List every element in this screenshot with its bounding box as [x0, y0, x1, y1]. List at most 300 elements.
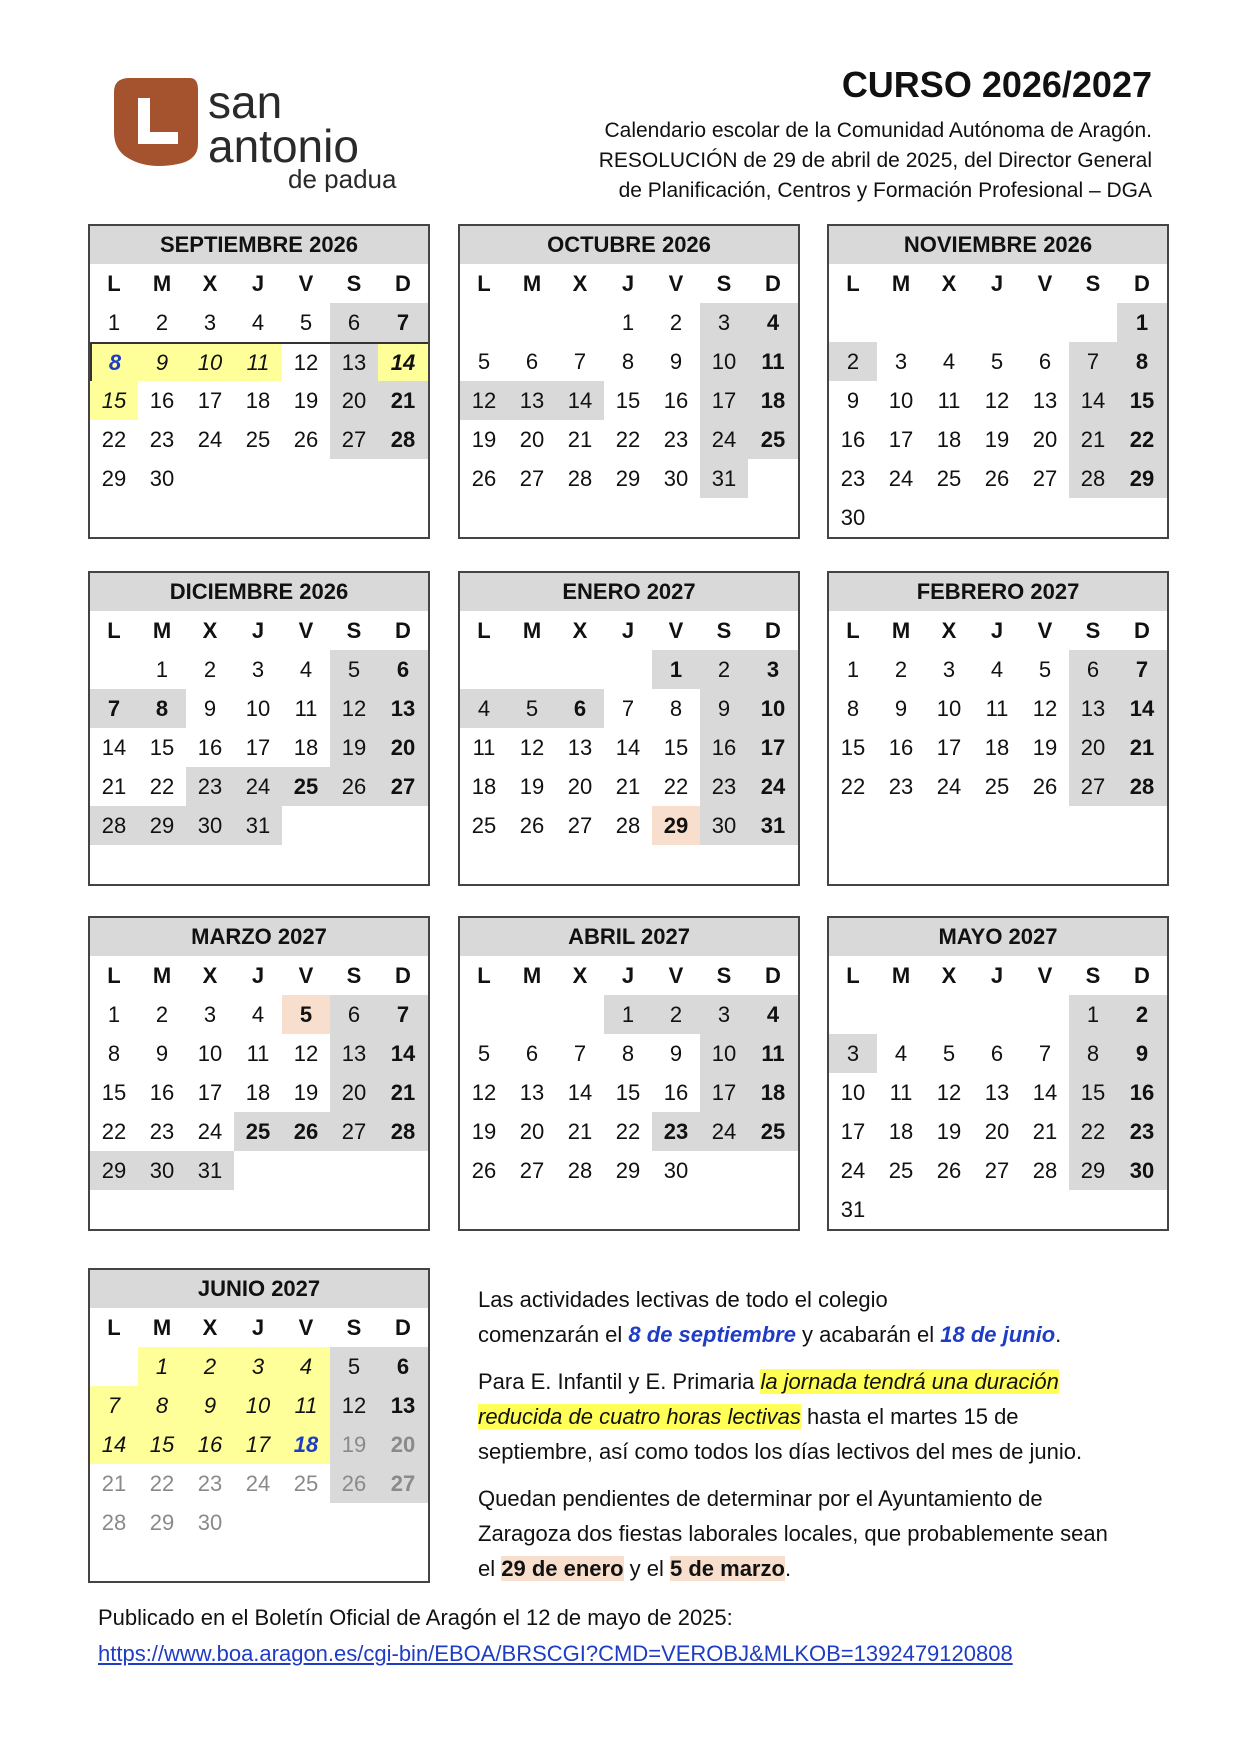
- empty-cell: [556, 845, 604, 884]
- day-cell: 31: [840, 1196, 866, 1222]
- day-cell: 28: [378, 420, 428, 459]
- weekday-header: L: [107, 617, 121, 643]
- day-cell: 10: [197, 1040, 223, 1066]
- day-cell: 28: [1069, 459, 1117, 498]
- day-cell: 3: [203, 1001, 217, 1027]
- empty-cell: [925, 845, 973, 884]
- day-cell: 23: [197, 1470, 223, 1496]
- month-calendar: [88, 916, 430, 1231]
- weekday-header: J: [251, 1314, 265, 1340]
- day-cell: 4: [251, 309, 265, 335]
- day-cell: 3: [942, 656, 956, 682]
- day-cell: 17: [245, 734, 271, 760]
- day-cell: 11: [889, 1079, 913, 1105]
- day-cell: 9: [186, 1386, 234, 1425]
- empty-cell: [829, 303, 877, 342]
- day-cell: 13: [330, 1034, 378, 1073]
- day-cell: 25: [888, 1157, 914, 1183]
- day-cell: 5: [299, 309, 313, 335]
- empty-cell: [234, 498, 282, 537]
- weekday-header: L: [477, 962, 491, 988]
- note-local-holidays: [478, 1481, 1158, 1586]
- day-cell: 29: [1069, 1151, 1117, 1190]
- month-title: OCTUBRE 2026: [460, 226, 798, 264]
- day-cell: 4: [894, 1040, 908, 1066]
- weekday-header: V: [668, 962, 684, 988]
- weekday-header: D: [1134, 270, 1150, 296]
- weekday-header: J: [621, 617, 635, 643]
- empty-cell: [138, 845, 186, 884]
- day-cell: 23: [186, 767, 234, 806]
- day-cell: 11: [937, 387, 961, 413]
- note-text: Las actividades lectivas de todo el colegio: [478, 1287, 888, 1312]
- empty-cell: [90, 845, 138, 884]
- day-cell: 20: [378, 728, 428, 767]
- day-cell: 22: [1117, 420, 1167, 459]
- day-cell: 11: [294, 695, 318, 721]
- day-cell: 27: [378, 767, 428, 806]
- day-cell: 3: [234, 1347, 282, 1386]
- day-cell: 15: [149, 734, 175, 760]
- day-cell: 4: [748, 995, 798, 1034]
- day-cell: 15: [840, 734, 866, 760]
- empty-cell: [1069, 1190, 1117, 1229]
- weekday-header: D: [395, 617, 411, 643]
- month-title: NOVIEMBRE 2026: [829, 226, 1167, 264]
- day-cell: 3: [700, 995, 748, 1034]
- day-cell: 6: [1069, 650, 1117, 689]
- day-cell: 21: [567, 1118, 593, 1144]
- day-cell: 8: [90, 342, 138, 381]
- day-cell: 22: [149, 773, 175, 799]
- empty-cell: [1117, 806, 1167, 845]
- day-cell: 27: [1032, 465, 1058, 491]
- weekday-header: L: [846, 617, 860, 643]
- day-cell: 22: [101, 1118, 127, 1144]
- weekday-header: X: [572, 962, 588, 988]
- empty-cell: [186, 459, 234, 498]
- day-cell: 21: [615, 773, 641, 799]
- empty-cell: [604, 650, 652, 689]
- day-cell: 24: [197, 426, 223, 452]
- day-cell: 4: [990, 656, 1004, 682]
- empty-cell: [508, 1190, 556, 1229]
- day-cell: 26: [471, 1157, 497, 1183]
- day-cell: 21: [1032, 1118, 1058, 1144]
- day-cell: 22: [615, 426, 641, 452]
- day-cell: 23: [663, 426, 689, 452]
- day-cell: 27: [330, 1112, 378, 1151]
- day-cell: 5: [508, 689, 556, 728]
- weekday-header: S: [1085, 617, 1101, 643]
- subtitle-line: Calendario escolar de la Comunidad Autónoma de Aragón.: [604, 119, 1152, 142]
- day-cell: 3: [894, 348, 908, 374]
- day-cell: 28: [378, 1112, 428, 1151]
- local-holiday-date: 29 de enero: [501, 1556, 624, 1581]
- day-cell: 2: [894, 656, 908, 682]
- empty-cell: [973, 806, 1021, 845]
- day-cell: 5: [477, 348, 491, 374]
- day-cell: 10: [700, 1034, 748, 1073]
- day-cell: 25: [936, 465, 962, 491]
- empty-cell: [877, 498, 925, 537]
- weekday-header: L: [107, 270, 121, 296]
- day-cell: 31: [700, 459, 748, 498]
- highlight-text: reducida de cuatro horas lectivas: [478, 1404, 801, 1429]
- empty-cell: [508, 498, 556, 537]
- day-cell: 28: [101, 1509, 127, 1535]
- empty-cell: [925, 806, 973, 845]
- day-cell: 9: [669, 1040, 683, 1066]
- weekday-header: X: [202, 962, 218, 988]
- weekday-header: M: [152, 1314, 172, 1340]
- day-cell: 2: [1117, 995, 1167, 1034]
- empty-cell: [330, 1542, 378, 1581]
- day-cell: 27: [1069, 767, 1117, 806]
- day-cell: 1: [155, 656, 169, 682]
- day-cell: 18: [748, 1073, 798, 1112]
- weekday-header: D: [765, 617, 781, 643]
- empty-cell: [508, 995, 556, 1034]
- note-text: y el: [623, 1556, 670, 1581]
- empty-cell: [508, 303, 556, 342]
- empty-cell: [877, 303, 925, 342]
- weekday-header: L: [846, 270, 860, 296]
- month-title: ABRIL 2027: [460, 918, 798, 956]
- day-cell: 18: [748, 381, 798, 420]
- start-date: 8 de septiembre: [628, 1322, 796, 1347]
- note-reduced-schedule: [478, 1364, 1158, 1469]
- day-cell: 11: [282, 1386, 330, 1425]
- day-cell: 30: [149, 465, 175, 491]
- day-cell: 23: [700, 767, 748, 806]
- day-cell: 7: [1069, 342, 1117, 381]
- weekday-header: D: [395, 962, 411, 988]
- weekday-header: L: [107, 962, 121, 988]
- month-title: SEPTIEMBRE 2026: [90, 226, 428, 264]
- weekday-header: V: [1037, 962, 1053, 988]
- day-cell: 8: [1117, 342, 1167, 381]
- day-cell: 5: [942, 1040, 956, 1066]
- empty-cell: [748, 459, 798, 498]
- day-cell: 25: [293, 1470, 319, 1496]
- day-cell: 24: [888, 465, 914, 491]
- weekday-header: D: [765, 962, 781, 988]
- day-cell: 19: [293, 1079, 319, 1105]
- day-cell: 13: [984, 1079, 1010, 1105]
- footer-text: Publicado en el Boletín Oficial de Aragón el 12 de mayo de 2025:: [98, 1605, 733, 1630]
- note-text: .: [784, 1556, 792, 1581]
- day-cell: 14: [1032, 1079, 1058, 1105]
- boa-link[interactable]: https://www.boa.aragon.es/cgi-bin/EBOA/BRSCGI?CMD=VEROBJ&MLKOB=1392479120808: [98, 1641, 1013, 1666]
- day-cell: 2: [669, 309, 683, 335]
- day-cell: 15: [663, 734, 689, 760]
- weekday-header: X: [941, 962, 957, 988]
- notes-section: [478, 1282, 1158, 1598]
- day-cell: 30: [700, 806, 748, 845]
- weekday-header: V: [1037, 617, 1053, 643]
- weekday-header: D: [765, 270, 781, 296]
- day-cell: 8: [846, 695, 860, 721]
- logo-line3: de padua: [288, 164, 397, 192]
- weekday-header: S: [346, 1314, 362, 1340]
- day-cell: 13: [378, 689, 428, 728]
- month-calendar: [827, 571, 1169, 886]
- weekday-header: D: [1134, 617, 1150, 643]
- empty-cell: [330, 1190, 378, 1229]
- weekday-header: J: [990, 962, 1004, 988]
- day-cell: 14: [101, 734, 127, 760]
- day-cell: 6: [525, 1040, 539, 1066]
- empty-cell: [556, 303, 604, 342]
- day-cell: 2: [155, 1001, 169, 1027]
- day-cell: 21: [567, 426, 593, 452]
- empty-cell: [829, 845, 877, 884]
- empty-cell: [508, 650, 556, 689]
- weekday-header: S: [346, 962, 362, 988]
- empty-cell: [877, 995, 925, 1034]
- day-cell: 1: [107, 309, 121, 335]
- day-cell: 19: [471, 426, 497, 452]
- day-cell: 15: [615, 1079, 641, 1105]
- weekday-header: X: [941, 617, 957, 643]
- day-cell: 30: [138, 1151, 186, 1190]
- day-cell: 17: [700, 381, 748, 420]
- day-cell: 14: [1117, 689, 1167, 728]
- day-cell: 29: [1117, 459, 1167, 498]
- day-cell: 8: [621, 348, 635, 374]
- empty-cell: [1117, 498, 1167, 537]
- school-logo: [108, 72, 438, 192]
- day-cell: 23: [840, 465, 866, 491]
- empty-cell: [378, 845, 428, 884]
- day-cell: 28: [1117, 767, 1167, 806]
- empty-cell: [460, 650, 508, 689]
- day-cell: 6: [330, 303, 378, 342]
- day-cell: 28: [1032, 1157, 1058, 1183]
- empty-cell: [1117, 845, 1167, 884]
- empty-cell: [973, 995, 1021, 1034]
- day-cell: 26: [330, 1464, 378, 1503]
- day-cell: 4: [282, 1347, 330, 1386]
- empty-cell: [925, 498, 973, 537]
- day-cell: 19: [1032, 734, 1058, 760]
- note-text: septiembre, así como todos los días lectivos del mes de junio.: [478, 1439, 1083, 1464]
- note-text: hasta el martes 15 de: [800, 1404, 1019, 1429]
- empty-cell: [1021, 806, 1069, 845]
- day-cell: 19: [519, 773, 545, 799]
- weekday-header: L: [107, 1314, 121, 1340]
- empty-cell: [460, 845, 508, 884]
- empty-cell: [604, 1190, 652, 1229]
- day-cell: 11: [246, 1040, 270, 1066]
- day-cell: 7: [90, 689, 138, 728]
- weekday-header: J: [251, 617, 265, 643]
- empty-cell: [234, 1190, 282, 1229]
- day-cell: 28: [615, 812, 641, 838]
- empty-cell: [282, 1503, 330, 1542]
- day-cell: 8: [107, 1040, 121, 1066]
- day-cell: 24: [936, 773, 962, 799]
- weekday-header: L: [477, 617, 491, 643]
- day-cell: 4: [460, 689, 508, 728]
- weekday-header: V: [668, 617, 684, 643]
- empty-cell: [877, 806, 925, 845]
- day-cell: 21: [1069, 420, 1117, 459]
- empty-cell: [330, 1151, 378, 1190]
- day-cell: 16: [149, 1079, 175, 1105]
- empty-cell: [604, 845, 652, 884]
- day-cell: 26: [282, 1112, 330, 1151]
- empty-cell: [829, 995, 877, 1034]
- day-cell: 10: [245, 695, 271, 721]
- day-cell: 23: [652, 1112, 700, 1151]
- month-title: DICIEMBRE 2026: [90, 573, 428, 611]
- highlight-text: la jornada tendrá una duración: [760, 1369, 1059, 1394]
- day-cell: 6: [525, 348, 539, 374]
- empty-cell: [556, 995, 604, 1034]
- day-cell: 19: [471, 1118, 497, 1144]
- weekday-header: V: [298, 962, 314, 988]
- day-cell: 9: [700, 689, 748, 728]
- day-cell: 24: [840, 1157, 866, 1183]
- day-cell: 31: [748, 806, 798, 845]
- empty-cell: [90, 1347, 138, 1386]
- day-cell: 8: [621, 1040, 635, 1066]
- day-cell: 9: [138, 342, 186, 381]
- day-cell: 12: [460, 381, 508, 420]
- empty-cell: [925, 303, 973, 342]
- empty-cell: [460, 1190, 508, 1229]
- day-cell: 13: [378, 1386, 428, 1425]
- empty-cell: [330, 806, 378, 845]
- weekday-header: V: [298, 1314, 314, 1340]
- day-cell: 6: [1038, 348, 1052, 374]
- day-cell: 14: [556, 381, 604, 420]
- empty-cell: [973, 303, 1021, 342]
- day-cell: 24: [234, 767, 282, 806]
- empty-cell: [186, 845, 234, 884]
- day-cell: 21: [378, 381, 428, 420]
- empty-cell: [460, 498, 508, 537]
- day-cell: 11: [748, 1034, 798, 1073]
- day-cell: 1: [138, 1347, 186, 1386]
- empty-cell: [1069, 303, 1117, 342]
- day-cell: 22: [101, 426, 127, 452]
- empty-cell: [1021, 1190, 1069, 1229]
- note-text: y acabarán el: [795, 1322, 941, 1347]
- day-cell: 28: [90, 806, 138, 845]
- day-cell: 17: [888, 426, 914, 452]
- day-cell: 30: [186, 806, 234, 845]
- day-cell: 18: [936, 426, 962, 452]
- day-cell: 29: [149, 1509, 175, 1535]
- empty-cell: [877, 845, 925, 884]
- day-cell: 7: [378, 303, 428, 342]
- weekday-header: J: [251, 270, 265, 296]
- day-cell: 7: [573, 348, 587, 374]
- empty-cell: [829, 806, 877, 845]
- month-title: ENERO 2027: [460, 573, 798, 611]
- empty-cell: [330, 845, 378, 884]
- day-cell: 27: [567, 812, 593, 838]
- empty-cell: [1021, 995, 1069, 1034]
- day-cell: 6: [378, 650, 428, 689]
- day-cell: 5: [990, 348, 1004, 374]
- weekday-header: D: [1134, 962, 1150, 988]
- weekday-header: X: [572, 617, 588, 643]
- day-cell: 29: [615, 1157, 641, 1183]
- local-holiday-date: 5 de marzo: [670, 1556, 785, 1581]
- empty-cell: [378, 1503, 428, 1542]
- empty-cell: [378, 1190, 428, 1229]
- empty-cell: [700, 498, 748, 537]
- day-cell: 16: [149, 387, 175, 413]
- day-cell: 1: [846, 656, 860, 682]
- day-cell: 5: [330, 1347, 378, 1386]
- day-cell: 3: [700, 303, 748, 342]
- day-cell: 17: [197, 387, 223, 413]
- day-cell: 23: [888, 773, 914, 799]
- day-cell: 17: [936, 734, 962, 760]
- day-cell: 26: [293, 426, 319, 452]
- day-cell: 5: [282, 995, 330, 1034]
- empty-cell: [652, 498, 700, 537]
- note-dates: [478, 1282, 1158, 1352]
- day-cell: 14: [378, 1034, 428, 1073]
- day-cell: 13: [567, 734, 593, 760]
- day-cell: 15: [1117, 381, 1167, 420]
- day-cell: 26: [330, 767, 378, 806]
- month-title: FEBRERO 2027: [829, 573, 1167, 611]
- day-cell: 12: [471, 1079, 497, 1105]
- weekday-header: S: [1085, 270, 1101, 296]
- day-cell: 13: [330, 342, 378, 381]
- day-cell: 26: [936, 1157, 962, 1183]
- day-cell: 29: [90, 1151, 138, 1190]
- weekday-header: J: [251, 962, 265, 988]
- day-cell: 15: [1069, 1073, 1117, 1112]
- day-cell: 25: [748, 420, 798, 459]
- day-cell: 6: [330, 995, 378, 1034]
- day-cell: 3: [251, 656, 265, 682]
- day-cell: 8: [1069, 1034, 1117, 1073]
- day-cell: 13: [1032, 387, 1058, 413]
- day-cell: 30: [663, 465, 689, 491]
- month-title: JUNIO 2027: [90, 1270, 428, 1308]
- footer: [98, 1600, 1013, 1672]
- day-cell: 13: [1069, 689, 1117, 728]
- day-cell: 9: [203, 695, 217, 721]
- weekday-header: D: [395, 270, 411, 296]
- empty-cell: [282, 806, 330, 845]
- day-cell: 20: [330, 1073, 378, 1112]
- day-cell: 22: [840, 773, 866, 799]
- day-cell: 24: [197, 1118, 223, 1144]
- day-cell: 1: [621, 309, 635, 335]
- day-cell: 19: [293, 387, 319, 413]
- empty-cell: [700, 1190, 748, 1229]
- day-cell: 26: [519, 812, 545, 838]
- day-cell: 3: [748, 650, 798, 689]
- day-cell: 20: [1032, 426, 1058, 452]
- day-cell: 10: [748, 689, 798, 728]
- weekday-header: L: [477, 270, 491, 296]
- empty-cell: [748, 1151, 798, 1190]
- empty-cell: [1021, 845, 1069, 884]
- day-cell: 30: [197, 1509, 223, 1535]
- day-cell: 12: [984, 387, 1010, 413]
